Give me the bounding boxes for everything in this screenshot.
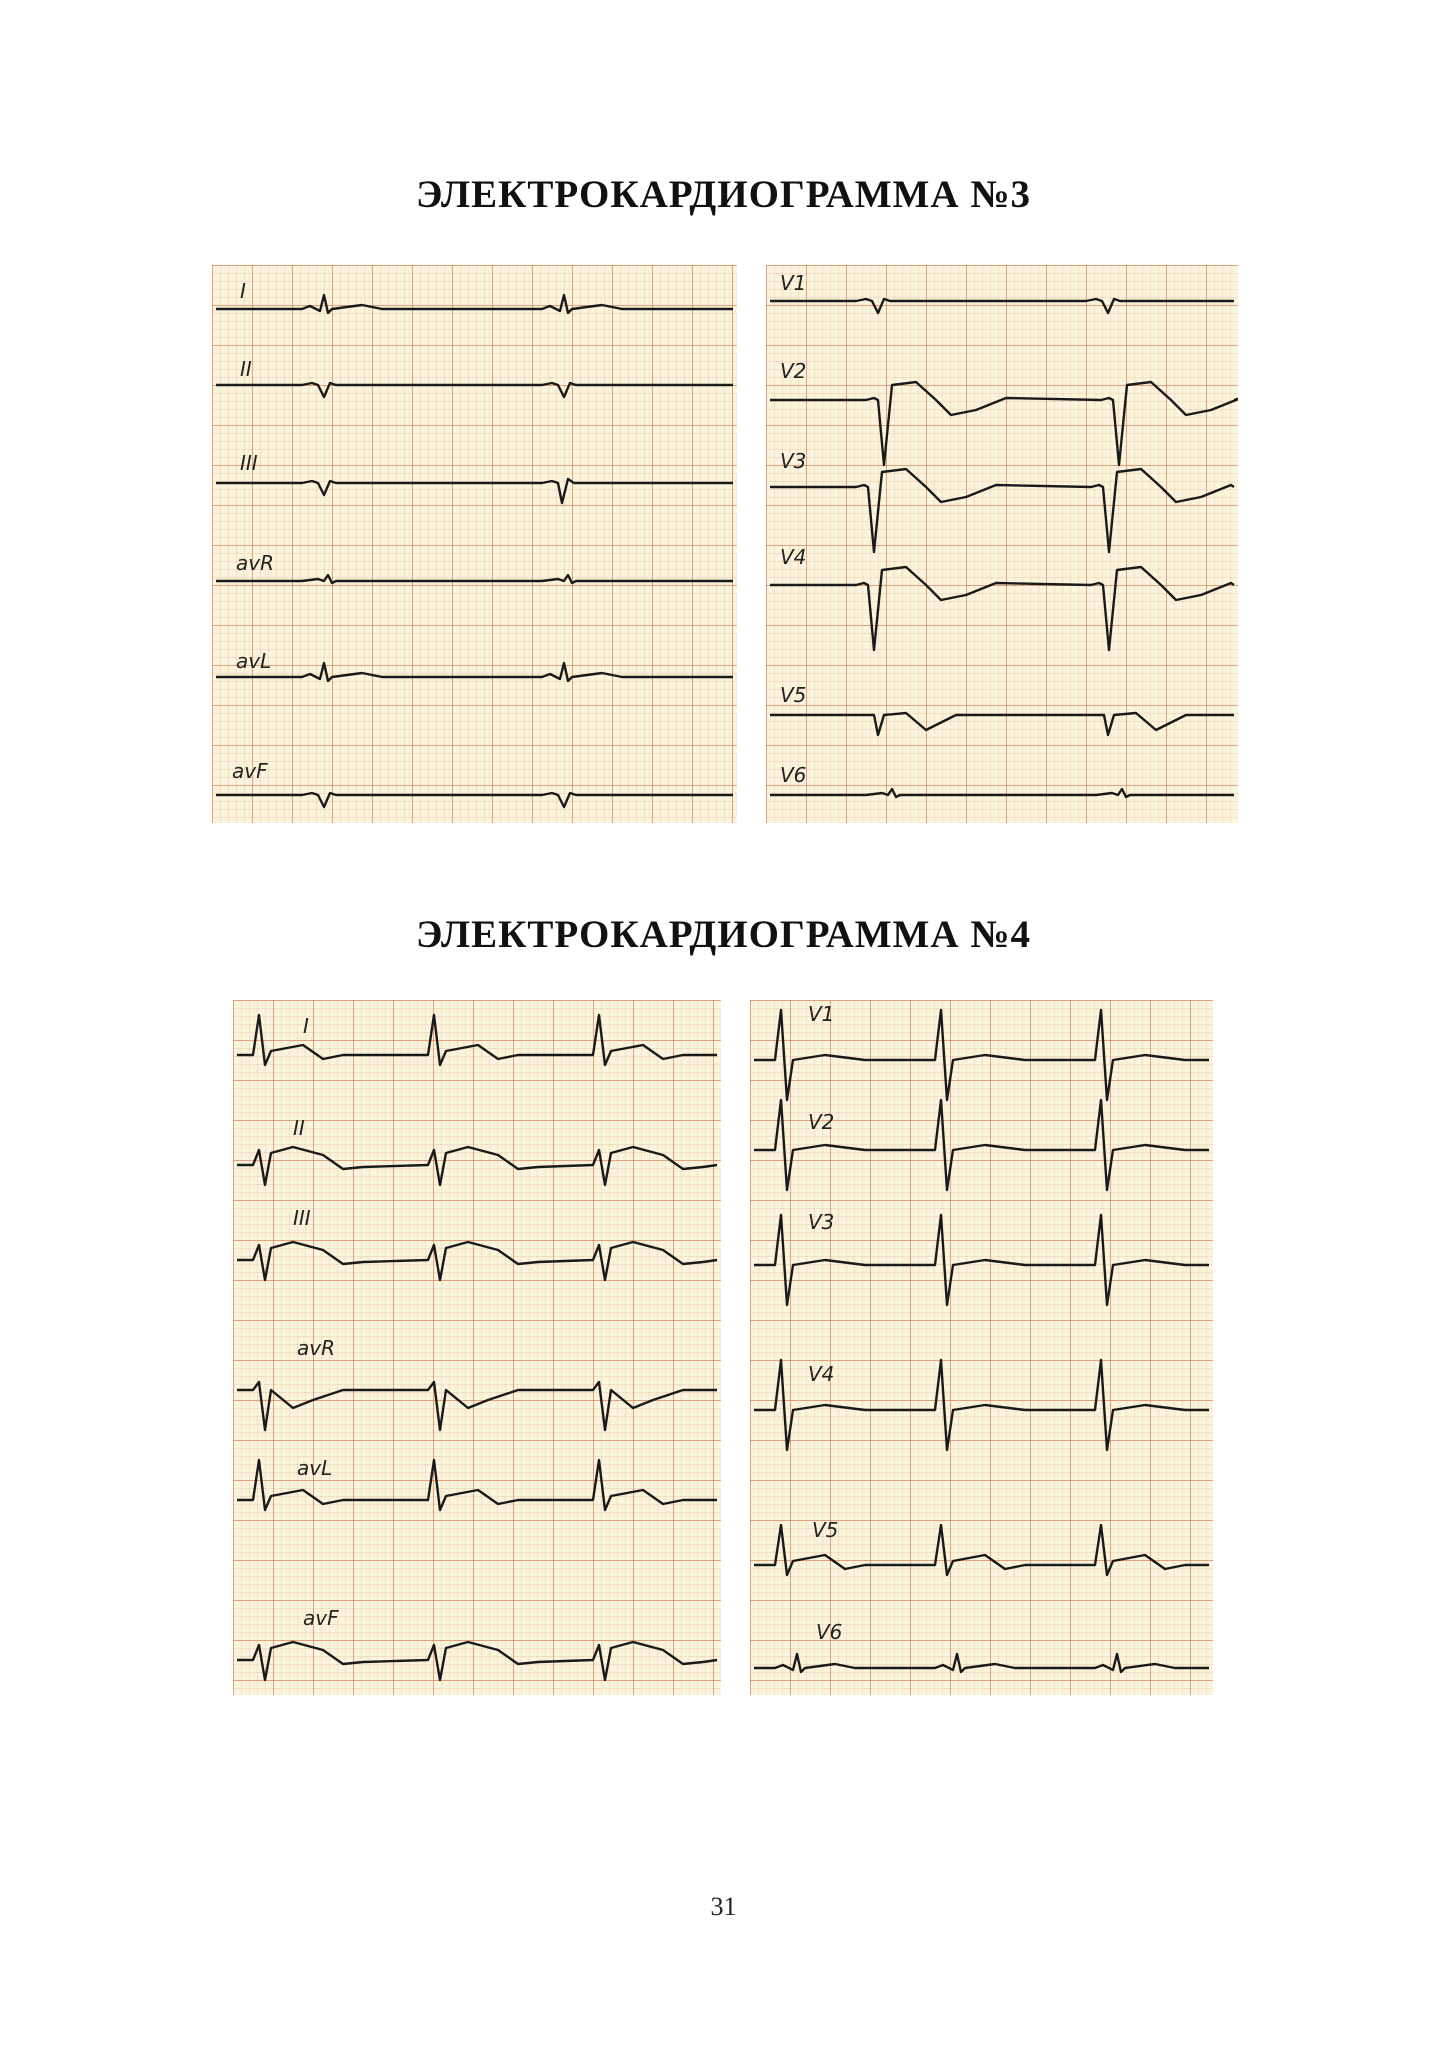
page-number: 31: [710, 1892, 737, 1921]
ecg-3-chest-lead-label: V1: [780, 271, 807, 295]
ecg-4-trace-avr: [237, 1382, 717, 1430]
ecg-3-trace-ii: [216, 383, 733, 397]
ecg-3-trace-v1: [770, 299, 1234, 313]
ecg-4-limb-lead-label: avF: [303, 1606, 339, 1630]
ecg-4-limb-leads-panel: [233, 1000, 721, 1695]
ecg-4-limb-lead-label: avR: [297, 1336, 335, 1360]
ecg-4-chest-lead-label: V5: [812, 1518, 839, 1542]
ecg-3-chest-lead-label: V5: [780, 683, 807, 707]
ecg-3-limb-lead-label: avF: [232, 759, 268, 783]
ecg-3-trace-avl: [216, 663, 733, 681]
ecg-3-trace-v5: [770, 713, 1234, 735]
ecg-4-limb-lead-label: III: [293, 1206, 311, 1230]
ecg-4-chest-lead-label: V2: [808, 1110, 835, 1134]
ecg-3-trace-iii: [216, 479, 733, 503]
ecg-3-limb-lead-label: avR: [236, 551, 274, 575]
ecg-3-limb-lead-label: III: [240, 451, 258, 475]
ecg-4-chest-lead-label: V4: [808, 1362, 835, 1386]
ecg-4-limb-lead-label: avL: [297, 1456, 333, 1480]
ecg-3-title: ЭЛЕКТРОКАРДИОГРАММА №3: [416, 173, 1031, 216]
ecg-3-limb-traces: [212, 265, 737, 823]
ecg-3-chest-lead-label: V3: [780, 449, 807, 473]
ecg-3-trace-v2: [770, 382, 1238, 465]
ecg-3-trace-avf: [216, 793, 733, 807]
ecg-4-chest-traces: [750, 1000, 1213, 1695]
ecg-3-trace-i: [216, 295, 733, 313]
ecg-4-limb-lead-label: II: [293, 1116, 305, 1140]
ecg-4-trace-iii: [237, 1242, 717, 1280]
ecg-4-trace-v6: [754, 1654, 1209, 1672]
ecg-3-chest-leads-panel: [766, 265, 1238, 823]
ecg-3-chest-lead-label: V6: [780, 763, 807, 787]
ecg-4-trace-i: [237, 1015, 717, 1065]
ecg-3-limb-lead-label: II: [240, 357, 252, 381]
ecg-3-chest-lead-label: V4: [780, 545, 807, 569]
ecg-3-chest-traces: [766, 265, 1238, 823]
ecg-4-trace-avf: [237, 1642, 717, 1680]
ecg-4-chest-lead-label: V3: [808, 1210, 835, 1234]
ecg-3-trace-v3: [770, 469, 1234, 552]
ecg-3-limb-leads-panel: [212, 265, 737, 823]
ecg-3-trace-v4: [770, 567, 1234, 650]
ecg-3-limb-lead-label: avL: [236, 649, 272, 673]
ecg-4-trace-ii: [237, 1147, 717, 1185]
ecg-3-limb-lead-label: I: [240, 279, 246, 303]
ecg-4-title: ЭЛЕКТРОКАРДИОГРАММА №4: [416, 913, 1031, 956]
ecg-4-limb-lead-label: I: [303, 1014, 309, 1038]
ecg-4-chest-lead-label: V6: [816, 1620, 843, 1644]
ecg-4-chest-lead-label: V1: [808, 1002, 835, 1026]
ecg-3-chest-lead-label: V2: [780, 359, 807, 383]
ecg-3-trace-avr: [216, 575, 733, 583]
ecg-4-chest-leads-panel: [750, 1000, 1213, 1695]
ecg-3-trace-v6: [770, 789, 1234, 797]
